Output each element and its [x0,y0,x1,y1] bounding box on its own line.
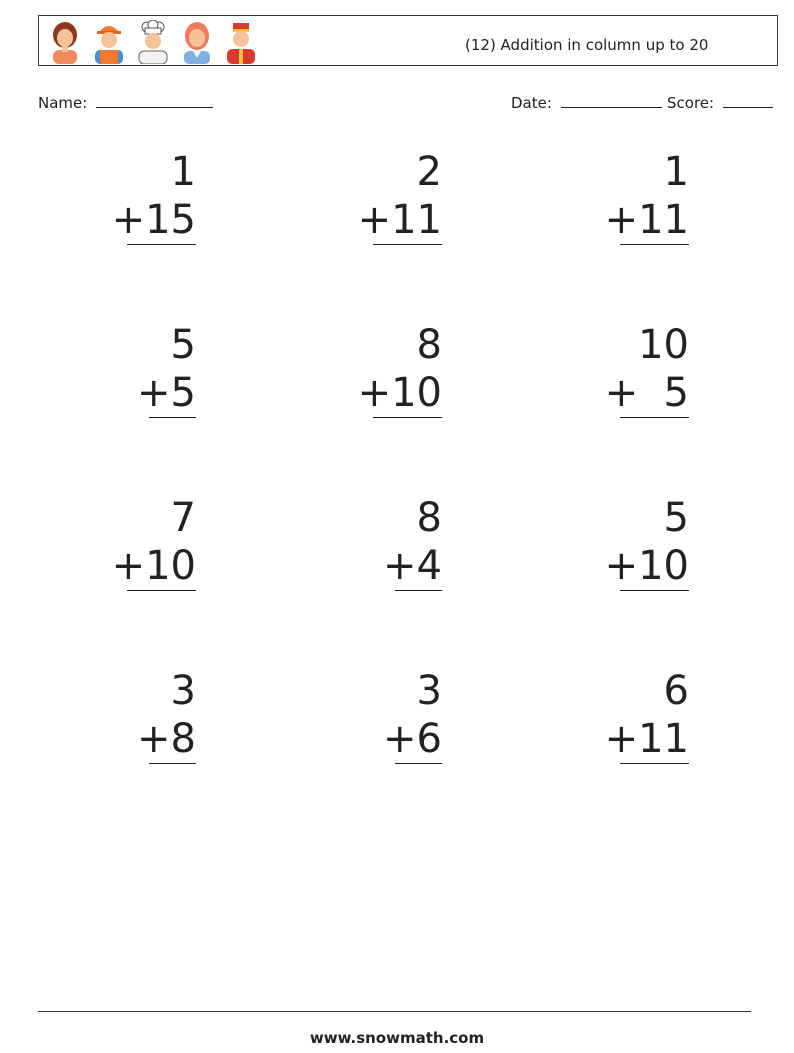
addition-problem [111,495,196,594]
sum-line [373,417,442,418]
name-blank[interactable] [96,93,213,108]
addition-problem [111,149,196,248]
sum-line [395,590,442,591]
addend-top: 3 [170,668,196,714]
sum-line [395,763,442,764]
addend-bottom: +15 [111,197,196,243]
date-blank[interactable] [561,93,662,108]
addition-problem [126,668,196,767]
addend-bottom: +11 [604,716,689,762]
addend-top: 6 [663,668,689,714]
addition-problem [357,149,442,248]
addend-top: 8 [416,495,442,541]
addend-top: 7 [170,495,196,541]
addend-bottom: +10 [357,370,442,416]
businesswoman-icon [179,20,215,64]
addend-top: 5 [663,495,689,541]
sum-line [127,590,196,591]
date-field[interactable] [511,93,662,112]
addend-bottom: +6 [383,716,442,762]
addition-problem [604,149,689,248]
sum-line [620,244,689,245]
addend-top: 8 [416,322,442,368]
sum-line [149,763,196,764]
woman-avatar-icon [47,20,83,64]
construction-worker-icon [91,20,127,64]
name-field[interactable] [38,93,213,112]
addend-bottom: +10 [111,543,196,589]
name-label: Name: [38,94,88,112]
addition-problem [604,668,689,767]
addend-bottom: +5 [137,370,196,416]
addition-problem [604,322,689,421]
footer-divider [38,1011,751,1012]
worksheet-title: (12) Addition in column up to 20 [465,36,709,54]
addend-bottom: +11 [604,197,689,243]
addend-top: 1 [663,149,689,195]
addend-top: 3 [416,668,442,714]
sum-line [127,244,196,245]
addition-problem [372,668,442,767]
sum-line [373,244,442,245]
addend-top: 10 [638,322,689,368]
addend-top: 2 [416,149,442,195]
addend-bottom: +11 [357,197,442,243]
addition-problem [604,495,689,594]
addend-top: 5 [170,322,196,368]
addend-bottom: +4 [383,543,442,589]
sum-line [620,590,689,591]
footer-site: www.snowmath.com [309,1029,485,1047]
header-box [38,15,778,66]
bellhop-icon [223,20,259,64]
addition-problem [372,495,442,594]
addition-problem [357,322,442,421]
addition-problem [126,322,196,421]
addend-bottom: +10 [604,543,689,589]
chef-icon [135,20,171,64]
sum-line [149,417,196,418]
addend-bottom: +8 [137,716,196,762]
sum-line [620,417,689,418]
date-label: Date: [511,94,552,112]
addend-top: 1 [170,149,196,195]
score-blank[interactable] [723,93,773,108]
score-label: Score: [667,94,715,112]
sum-line [620,763,689,764]
score-field[interactable] [667,93,773,112]
addend-bottom: + 5 [604,370,689,416]
